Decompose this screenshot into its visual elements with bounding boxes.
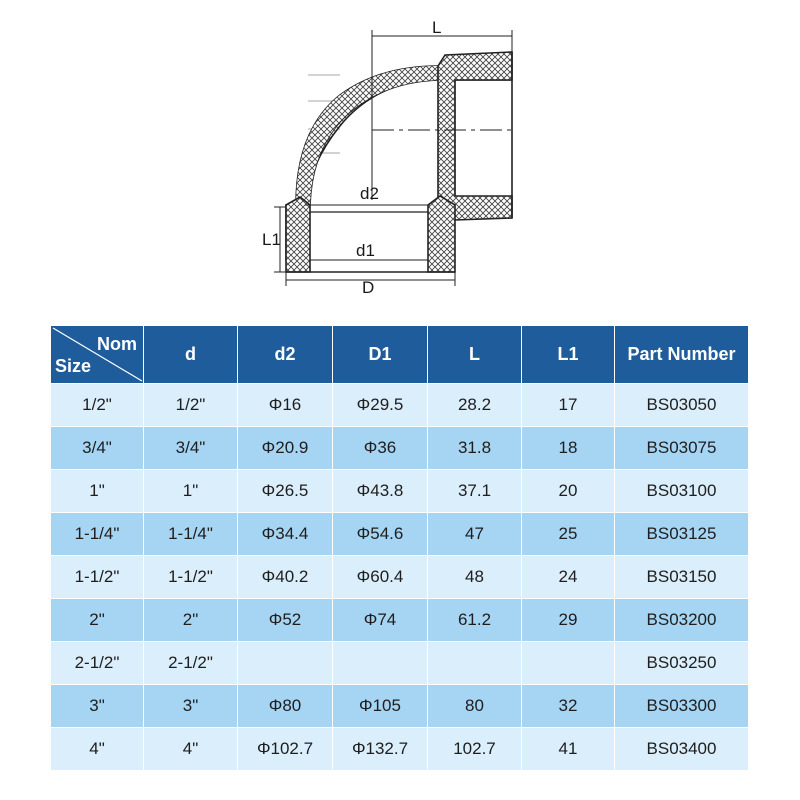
header-part-number: Part Number — [615, 326, 749, 384]
label-D: D — [362, 278, 375, 297]
cell-d2 — [238, 642, 333, 685]
cell-d2: Φ80 — [238, 685, 333, 728]
cell-D1: Φ36 — [333, 427, 428, 470]
cell-size: 2" — [51, 599, 144, 642]
cell-L1: 18 — [522, 427, 615, 470]
cell-L1: 25 — [522, 513, 615, 556]
table-header-row — [51, 326, 749, 384]
cell-D1: Φ132.7 — [333, 728, 428, 771]
cell-d: 4" — [144, 728, 238, 771]
cell-d: 3" — [144, 685, 238, 728]
label-d2: d2 — [360, 184, 379, 203]
label-L1: L1 — [262, 230, 281, 249]
cell-D1: Φ54.6 — [333, 513, 428, 556]
cell-size: 2-1/2" — [51, 642, 144, 685]
cell-part-number: BS03250 — [615, 642, 749, 685]
cell-L — [428, 642, 522, 685]
cell-d: 2-1/2" — [144, 642, 238, 685]
table-row — [51, 642, 749, 685]
header-d: d — [144, 326, 238, 384]
cell-size: 1-1/2" — [51, 556, 144, 599]
cell-part-number: BS03300 — [615, 685, 749, 728]
cell-size: 1/2" — [51, 384, 144, 427]
label-d1: d1 — [356, 241, 375, 260]
header-d2: d2 — [238, 326, 333, 384]
cell-d2: Φ40.2 — [238, 556, 333, 599]
cell-part-number: BS03400 — [615, 728, 749, 771]
cell-part-number: BS03150 — [615, 556, 749, 599]
header-L: L — [428, 326, 522, 384]
table-row — [51, 470, 749, 513]
cell-size: 3" — [51, 685, 144, 728]
cell-L: 61.2 — [428, 599, 522, 642]
cell-D1: Φ29.5 — [333, 384, 428, 427]
table-row — [51, 384, 749, 427]
cell-L1 — [522, 642, 615, 685]
cell-part-number: BS03050 — [615, 384, 749, 427]
cell-L: 102.7 — [428, 728, 522, 771]
header-corner — [51, 326, 144, 384]
cell-D1: Φ60.4 — [333, 556, 428, 599]
table-row — [51, 728, 749, 771]
table-row — [51, 599, 749, 642]
cell-d: 1-1/2" — [144, 556, 238, 599]
label-L: L — [432, 18, 442, 37]
table-row — [51, 427, 749, 470]
cell-D1: Φ74 — [333, 599, 428, 642]
cell-d2: Φ20.9 — [238, 427, 333, 470]
cell-L: 31.8 — [428, 427, 522, 470]
cell-d2: Φ34.4 — [238, 513, 333, 556]
bottom-socket-hatched — [286, 197, 310, 272]
cell-L: 48 — [428, 556, 522, 599]
cell-size: 4" — [51, 728, 144, 771]
header-nom: Nom — [97, 334, 137, 354]
cell-L1: 17 — [522, 384, 615, 427]
table-row — [51, 513, 749, 556]
cell-d2: Φ26.5 — [238, 470, 333, 513]
cell-d: 2" — [144, 599, 238, 642]
cell-L: 28.2 — [428, 384, 522, 427]
spec-table — [50, 325, 749, 771]
cell-L1: 20 — [522, 470, 615, 513]
cell-d2: Φ102.7 — [238, 728, 333, 771]
cell-d2: Φ52 — [238, 599, 333, 642]
cell-D1: Φ105 — [333, 685, 428, 728]
cell-D1: Φ43.8 — [333, 470, 428, 513]
table-body — [51, 384, 749, 771]
cell-L: 37.1 — [428, 470, 522, 513]
cell-d: 1-1/4" — [144, 513, 238, 556]
cell-D1 — [333, 642, 428, 685]
elbow-technical-drawing — [0, 0, 800, 320]
cell-part-number: BS03100 — [615, 470, 749, 513]
table-row — [51, 556, 749, 599]
cell-part-number: BS03200 — [615, 599, 749, 642]
table-row — [51, 685, 749, 728]
cell-size: 1" — [51, 470, 144, 513]
header-D1: D1 — [333, 326, 428, 384]
header-L1: L1 — [522, 326, 615, 384]
cell-L1: 41 — [522, 728, 615, 771]
cell-L1: 29 — [522, 599, 615, 642]
cell-d: 3/4" — [144, 427, 238, 470]
cell-L1: 24 — [522, 556, 615, 599]
cell-d: 1" — [144, 470, 238, 513]
cell-L: 80 — [428, 685, 522, 728]
header-size: Size — [55, 356, 92, 376]
cell-d2: Φ16 — [238, 384, 333, 427]
right-socket-hatched — [438, 52, 512, 220]
cell-d: 1/2" — [144, 384, 238, 427]
cell-L1: 32 — [522, 685, 615, 728]
cell-part-number: BS03075 — [615, 427, 749, 470]
cell-size: 1-1/4" — [51, 513, 144, 556]
cell-part-number: BS03125 — [615, 513, 749, 556]
cell-size: 3/4" — [51, 427, 144, 470]
cell-L: 47 — [428, 513, 522, 556]
